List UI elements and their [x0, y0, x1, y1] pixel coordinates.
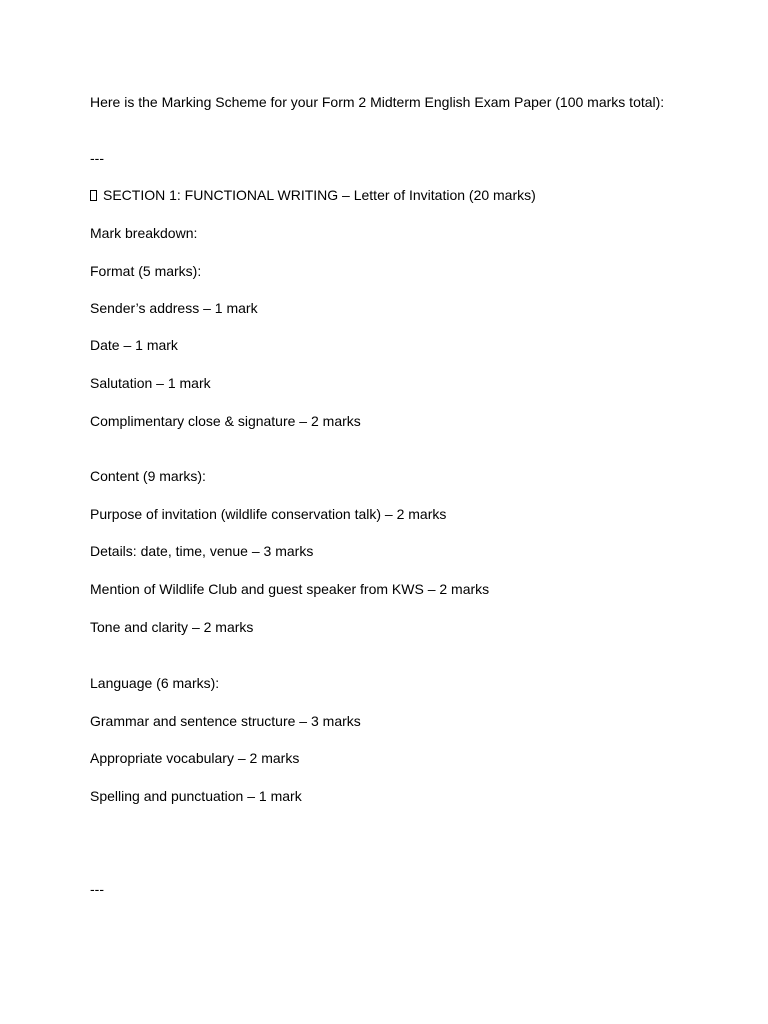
format-item: Salutation – 1 mark	[90, 375, 211, 391]
section-1-heading	[90, 186, 536, 204]
content-heading: Content (9 marks):	[90, 468, 206, 484]
separator-bottom: ---	[90, 881, 104, 897]
section-1-heading-text: SECTION 1: FUNCTIONAL WRITING – Letter of Invitation (20 marks)	[103, 187, 536, 203]
language-item: Spelling and punctuation – 1 mark	[90, 788, 302, 804]
format-item: Sender’s address – 1 mark	[90, 300, 258, 316]
content-item: Purpose of invitation (wildlife conservation talk) – 2 marks	[90, 506, 447, 522]
missing-glyph-icon	[90, 190, 97, 201]
format-item: Complimentary close & signature – 2 marks	[90, 413, 361, 429]
format-item: Date – 1 mark	[90, 337, 178, 353]
content-item: Mention of Wildlife Club and guest speaker from KWS – 2 marks	[90, 581, 490, 597]
language-item: Grammar and sentence structure – 3 marks	[90, 713, 361, 729]
content-item: Details: date, time, venue – 3 marks	[90, 543, 314, 559]
separator-top: ---	[90, 150, 104, 166]
format-heading: Format (5 marks):	[90, 263, 202, 279]
mark-breakdown-label: Mark breakdown:	[90, 225, 198, 241]
language-item: Appropriate vocabulary – 2 marks	[90, 750, 300, 766]
language-heading: Language (6 marks):	[90, 675, 220, 691]
content-item: Tone and clarity – 2 marks	[90, 619, 254, 635]
intro-text: Here is the Marking Scheme for your Form 2 Midterm English Exam Paper (100 marks total):	[90, 94, 665, 110]
